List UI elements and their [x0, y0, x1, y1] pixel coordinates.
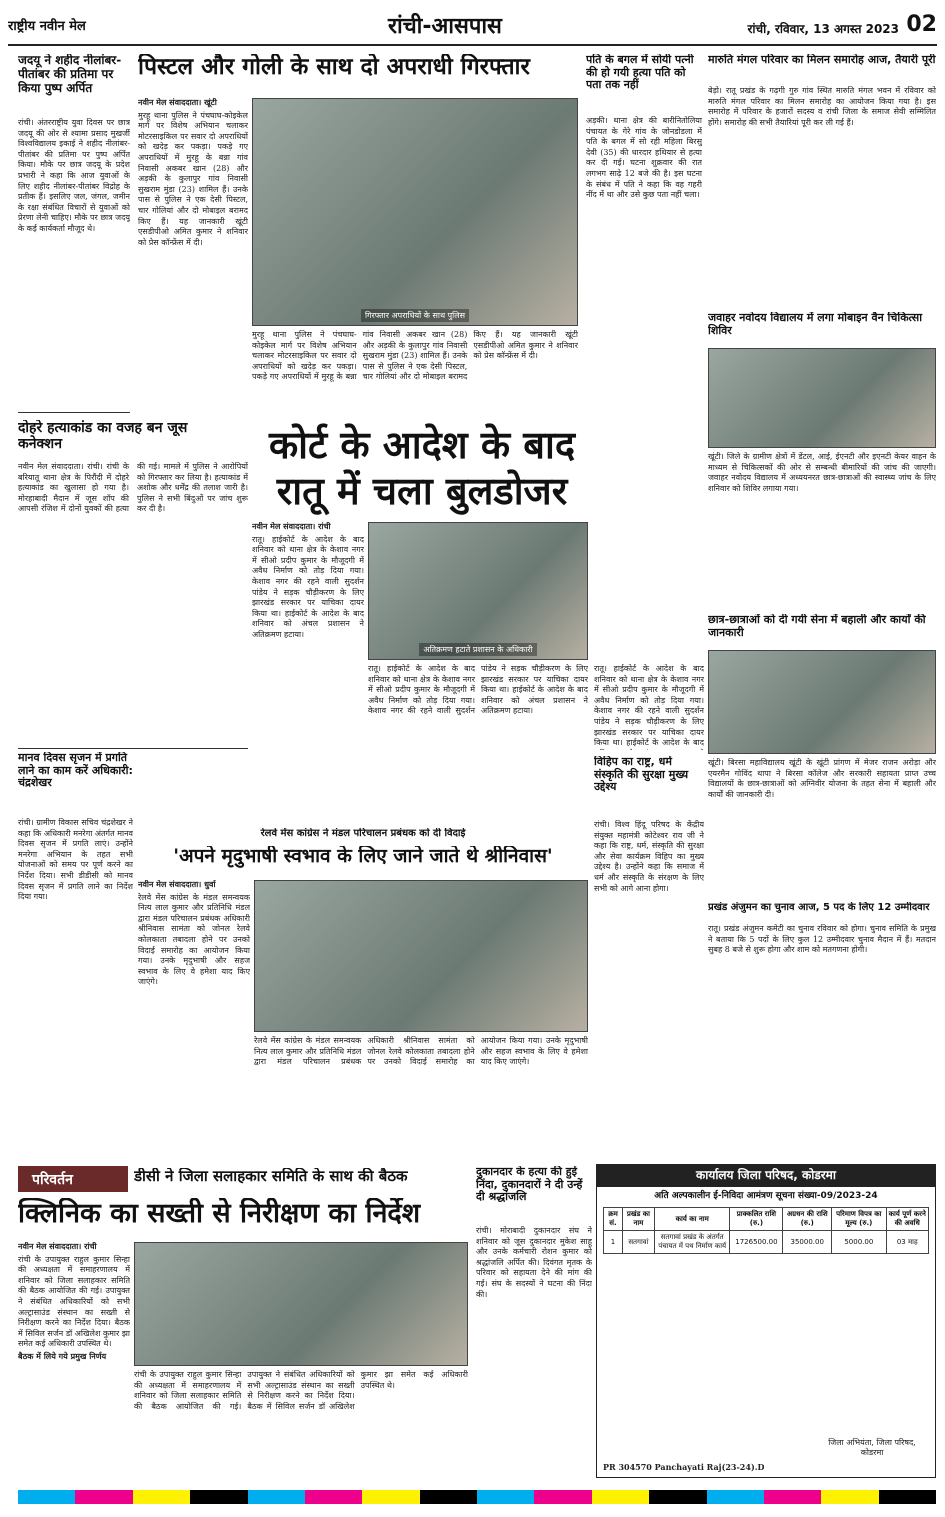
tender-row	[604, 1231, 929, 1254]
side-story-headline: पति के बगल में सोयी पत्नी की हो गयी हत्या पति को पता तक नहीं	[586, 54, 694, 92]
tender-office: कार्यालय जिला परिषद, कोडरमा	[597, 1165, 935, 1187]
clinic-byline: नवीन मेल संवाददाता। रांची	[18, 1242, 97, 1251]
clinic-continued: रांची के उपायुक्त राहुल कुमार सिन्हा की अध्यक्षता में समाहरणालय में शनिवार को जिला सलाहकार समिति की बैठक आयोजित की गई। उपायुक्त ने संबंधित अधिकारियों को सभी अल्ट्रासाउंड संस्थान का सख्ती से निरीक्षण करने का निर्देश दिया। बैठक में सिविल सर्जन डॉ अखिलेश कुमार झा समेत कई अधिकारी उपस्थित थे।	[134, 1370, 468, 1411]
vihip-headline: विहिप का राष्ट्र, धर्म संस्कृति की सुरक्षा मुख्य उद्देश्य	[594, 756, 689, 794]
right-story3-body: खूंटी। बिरसा महाविद्यालय खूंटी के खूंटी प्रांगण में मेजर राजन अरोड़ा और एयरमैन गोविंद थापा ने बिरसा कॉलेज और सरकारी सहायता प्राप्त उच्च विद्यालयों के छात्र-छात्राओं को अग्निवीर योजना के तहत सेना में बहाली और कार्यों की जानकारी दी।	[708, 758, 936, 799]
left-story2-headline: दोहरे हत्याकांड का वजह बन जूस कनेक्शन	[18, 420, 188, 453]
clinic-headline: क्लिनिक का सख्ती से निरीक्षण का निर्देश	[18, 1198, 421, 1229]
tender-title: अति अल्पकालीन ई-निविदा आमंत्रण सूचना संख्या-09/2023-24	[654, 1190, 878, 1201]
bulldozer-headline: कोर्ट के आदेश के बाद रातू में चला बुलडोजर	[268, 423, 576, 513]
dateline: रांची, रविवार, 13 अगस्त 2023	[747, 22, 899, 36]
side-story-body: अड़की। थाना क्षेत्र की बारीनितोलिया पंचायत के गेरे गांव के जोनडोडला में पति के बगल में सो रही महिला बिरसु देवी (35) की धारदार हथियार से हत्या कर दी गई। घटना शुक्रवार की रात लगभग साढ़े 12 बजे की है। इस घटना के संबंध में पति ने कहा कि वह गहरी नींद में था और उसे कुछ पता नहीं चला।	[586, 116, 702, 200]
main-story-text	[138, 98, 248, 410]
bulldozer-byline: नवीन मेल संवाददाता। रांची	[252, 522, 331, 531]
tender-table-wrap	[597, 1205, 935, 1256]
newspaper-logo: राष्ट्रीय नवीन मेल	[8, 19, 86, 34]
tender-header-cell: प्रखंड का नाम	[622, 1208, 654, 1231]
bulldozer-text	[252, 522, 364, 820]
main-story-continued: मुरहू थाना पुलिस ने पंचघाघ-कोइकेल मार्ग पर विशेष अभियान चलाकर मोटरसाइकिल पर सवार दो अपराधियों को खदेड़ कर पकड़ा। पकड़े गए अपराधियों में मुरहू के बन्ना गांव निवासी अकबर खान (28) और अड़की के कुलापुर गांव निवासी सुखराम मुंडा (23) शामिल हैं। उनके पास से पुलिस ने एक देसी पिस्टल, चार गोलियां और दो मोबाइल बरामद किए हैं। यह जानकारी खूंटी एसडीपीओ अमित कुमार ने शनिवार को प्रेस कॉन्फ्रेंस में दी।	[252, 330, 578, 382]
masthead	[8, 8, 937, 46]
bulldozer-continued: रातू। हाईकोर्ट के आदेश के बाद शनिवार को थाना क्षेत्र के केशाव नगर में सीओ प्रदीप कुमार के मौजूदगी में अवैध निर्माण को तोड़ दिया गया। केशाव नगर की रहने वाली सुदर्शन पांडेय ने सड़क चौड़ीकरण के लिए झारखंड सरकार पर याचिका दायर किया था। हाईकोर्ट के आदेश के बाद शनिवार को अंचल प्रशासन ने अतिक्रमण हटाया।	[368, 664, 588, 716]
tender-header-row	[604, 1208, 929, 1231]
left-story3-body: रांची। ग्रामीण विकास सचिव चंद्रशेखर ने कहा कि अधिकारी मनरेगा अंतर्गत मानव दिवस सृजन में प्रगति लाएं। उन्होंने मनरेगा अभियान के तहत सभी योजनाओं को समय पर पूर्ण करने का निर्देश दिया। सभी डीडीसी को मानव दिवस सृजन में प्रगति लाने का निर्देश दिया गया।	[18, 818, 133, 902]
main-story-byline: नवीन मेल संवाददाता। खूंटी	[138, 98, 217, 107]
tender-header-cell: कार्य का नाम	[654, 1208, 730, 1231]
right-story2-headline: जवाहर नवोदय विद्यालय में लगा मोबाइन वैन चिकित्सा शिविर	[708, 312, 923, 337]
right-story2-body: खूंटी। जिले के ग्रामीण क्षेत्रों में डेंटल, आई, ईएनटी और इएनटी केयर वाहन के माध्यम से चिकित्सकों की ओर से सम्बन्धी बीमारियों की जांच की जाएगी। जवाहर नवोदय विद्यालय में अध्ययनरत छात्र-छात्राओं की स्वास्थ्य जांच के लिए शनिवार को शिविर लगाया गया।	[708, 452, 936, 493]
tender-cell: 1726500.00	[730, 1231, 783, 1254]
tender-cell: 03 माह	[886, 1231, 928, 1254]
photo-caption: गिरफ्तार अपराधियों के साथ पुलिस	[361, 309, 469, 322]
tender-header-cell: अग्रधन की राशि (रु.)	[783, 1208, 832, 1231]
railway-text	[138, 880, 250, 1160]
right-story2-photo	[708, 348, 936, 448]
color-registration-bar	[18, 1490, 936, 1504]
right-story4-body: रातू। प्रखंड अंजुमन कमेटी का चुनाव रविवार को होगा। चुनाव समिति के प्रमुख ने बताया कि 5 पदों के लिए कुल 12 उम्मीदवार चुनाव मैदान में हैं। मतदान सुबह 8 बजे से शुरू होगा और शाम को मतगणना होगी।	[708, 924, 936, 955]
railway-photo	[254, 880, 588, 1032]
shop-headline: दुकानदार के हत्या की हुई निंदा, दुकानदारों ने दी उन्हें दी श्रद्धांजलि	[476, 1166, 583, 1204]
bulldozer-caption: अतिक्रमण हटाते प्रशासन के अधिकारी	[419, 643, 536, 656]
railway-continued: रेलवे मेंस कांग्रेस के मंडल समन्वयक नित्य लाल कुमार और प्रतिनिधि मंडल द्वारा मंडल परिचालन प्रबंधक अधिकारी श्रीनिवास सामंता को जोनल रेलवे कोलकाता तबादला होने पर उनको विदाई समारोह का आयोजन किया गया। उनके मृदुभाषी और सहज स्वभाव के लिए वे हमेशा याद किए जाएंगे।	[254, 1036, 588, 1067]
right-story3-photo	[708, 650, 936, 754]
tender-cell: 5000.00	[832, 1231, 886, 1254]
clinic-photo	[134, 1242, 468, 1366]
railway-kicker: रेलवे मेंस कांग्रेस ने मंडल परिचालन प्रबंधक को दी विदाई	[260, 828, 466, 839]
divider	[18, 412, 130, 413]
bulldozer-photo	[368, 522, 588, 660]
shop-body: रांची। मोराबादी दुकानदार संघ ने शनिवार को जूस दुकानदार मुकेश साहू और उनके कर्मचारी रोशन कुमार को श्रद्धांजलि अर्पित की। दिवंगत मृतक के परिवार को सहायता देने की मांग की गई। संघ के सदस्यों ने घटना की निंदा की।	[476, 1226, 592, 1299]
left-story2-body: नवीन मेल संवाददाता। रांची। रांची के बरियातू थाना क्षेत्र के पिरौंदी में दोहरे हत्याकांड का खुलासा हो गया है। मोरहाबादी मैदान में जूस शॉप की आपसी रंजिश में दोनों युवकों की हत्या की गई। मामले में पुलिस ने आरोपियों को गिरफ्तार कर लिया है। हत्याकांड में अशोक और धर्मेंद्र की तलाश जारी है। पुलिस ने सभी बिंदुओं पर जांच शुरू कर दी है।	[18, 462, 248, 514]
tender-table	[603, 1207, 929, 1254]
page-number: 02	[906, 12, 937, 37]
tender-cell: 1	[604, 1231, 623, 1254]
tender-header-cell: परिमाण विपत्र का मूल्य (रु.)	[832, 1208, 886, 1231]
right-story1-headline: मारुति मंगल परिवार का मिलन समारोह आज, तैयारी पूरी	[708, 54, 936, 66]
clinic-text	[18, 1242, 130, 1478]
tender-header-cell: कार्य पूर्ण करने की अवधि	[886, 1208, 928, 1231]
section-tag: परिवर्तन	[18, 1166, 128, 1192]
divider	[18, 748, 248, 749]
tender-header-cell: प्राक्कलित राशि (रु.)	[730, 1208, 783, 1231]
tender-pr-number: PR 304570 Panchayati Raj(23-24).D	[603, 1462, 765, 1473]
right-story1-body: बेड़ो। रातू प्रखंड के गढ़गी गुरु गांव स्थित मारुति मंगल भवन में रविवार को मारुति मंगल परिवार का मिलन समारोह का आयोजन किया गया है। इस समारोह में परिवार के हजारों सदस्य व रांची जिला के समाज सेवी सम्मिलित होंगे। समारोह की सभी तैयारियां पूरी कर ली गई हैं।	[708, 86, 936, 127]
clinic-body: रांची के उपायुक्त राहुल कुमार सिन्हा की अध्यक्षता में समाहरणालय में शनिवार को जिला सलाहकार समिति की बैठक आयोजित की गई। उपायुक्त ने संबंधित अधिकारियों को सभी अल्ट्रासाउंड संस्थान का सख्ती से निरीक्षण करने का निर्देश दिया। बैठक में सिविल सर्जन डॉ अखिलेश कुमार झा समेत कई अधिकारी उपस्थित थे।	[18, 1254, 130, 1349]
railway-byline: नवीन मेल संवाददाता। धुर्वा	[138, 880, 216, 889]
bulldozer-side-text: रातू। हाईकोर्ट के आदेश के बाद शनिवार को थाना क्षेत्र के केशाव नगर में सीओ प्रदीप कुमार के मौजूदगी में अवैध निर्माण को तोड़ दिया गया। केशाव नगर की रहने वाली सुदर्शन पांडेय ने सड़क चौड़ीकरण के लिए झारखंड सरकार पर याचिका दायर किया था। हाईकोर्ट के आदेश के बाद	[594, 664, 704, 748]
main-story-headline: पिस्टल और गोली के साथ दो अपराधी गिरफ्तार	[138, 54, 530, 80]
main-story-photo	[252, 98, 578, 326]
vihip-body: रांची। विश्व हिंदू परिषद के केंद्रीय संयुक्त महामंत्री कोटेश्वर राव जी ने कहा कि राष्ट्र, धर्म, संस्कृति की सुरक्षा और सेवा कार्यक्रम विहिप का मुख्य उद्देश्य है। उन्होंने कहा कि समाज में धर्म और संस्कृति के संरक्षण के लिए सभी को आगे आना होगा।	[594, 820, 704, 893]
left-story1-headline: जदयू ने शहीद नीलांबर-पीतांबर की प्रतिमा पर किया पुष्प अर्पित	[18, 54, 122, 95]
railway-headline: 'अपने मृदुभाषी स्वभाव के लिए जाने जाते थे श्रीनिवास'	[173, 846, 553, 867]
clinic-list-head: बैठक में लिये गये प्रमुख निर्णय	[18, 1351, 107, 1361]
tender-signature: जिला अभियंता, जिला परिषद, कोडरमा	[828, 1437, 916, 1458]
railway-body: रेलवे मेंस कांग्रेस के मंडल समन्वयक नित्य लाल कुमार और प्रतिनिधि मंडल द्वारा मंडल परिचालन प्रबंधक अधिकारी श्रीनिवास सामंता को जोनल रेलवे कोलकाता तबादला होने पर उनको विदाई समारोह का आयोजन किया गया। उनके मृदुभाषी और सहज स्वभाव के लिए वे हमेशा याद किए जाएंगे।	[138, 892, 250, 987]
tender-notice	[596, 1164, 936, 1478]
left-story1-body: रांची। अंतरराष्ट्रीय युवा दिवस पर छात्र जदयू की ओर से श्यामा प्रसाद मुखर्जी विश्वविद्यालय इकाई ने शहीद नीलांबर-पीतांबर की प्रतिमा पर पुष्प अर्पित किया। मौके पर छात्र जदयू के प्रदेश प्रभारी ने कहा कि आज युवाओं के लिए शहीद नीलांबर-पीतांबर विद्रोह के प्रतीक हैं। इसलिए जल, जंगल, जमीन के रक्षा संबंधित विचारों से युवाओं को प्रेरणा लेनी चाहिए। मौके पर छात्र जदयू के कई कार्यकर्ता मौजूद थे।	[18, 118, 130, 233]
right-story3-headline: छात्र-छात्राओं को दी गयी सेना में बहाली और कार्यों की जानकारी	[708, 614, 926, 639]
tender-header-cell: क्रम सं.	[604, 1208, 623, 1231]
bulldozer-body: रातू। हाईकोर्ट के आदेश के बाद शनिवार को थाना क्षेत्र के केशाव नगर में सीओ प्रदीप कुमार के मौजूदगी में अवैध निर्माण को तोड़ दिया गया। केशाव नगर की रहने वाली सुदर्शन पांडेय ने सड़क चौड़ीकरण के लिए झारखंड सरकार पर याचिका दायर किया था। हाईकोर्ट के आदेश के बाद शनिवार को अंचल प्रशासन ने अतिक्रमण हटाया।	[252, 534, 364, 639]
main-story-body: मुरहू थाना पुलिस ने पंचघाघ-कोइकेल मार्ग पर विशेष अभियान चलाकर मोटरसाइकिल पर सवार दो अपराधियों को खदेड़ कर पकड़ा। पकड़े गए अपराधियों में मुरहू के बन्ना गांव निवासी अकबर खान (28) और अड़की के कुलापुर गांव निवासी सुखराम मुंडा (23) शामिल हैं। उनके पास से पुलिस ने एक देसी पिस्टल, चार गोलियां और दो मोबाइल बरामद किए हैं। यह जानकारी खूंटी एसडीपीओ अमित कुमार ने शनिवार को प्रेस कॉन्फ्रेंस में दी।	[138, 110, 248, 247]
left-story3-headline: मानव दिवस सृजन में प्रगति लाने का काम करें अधिकारी: चंद्रशेखर	[18, 752, 133, 790]
tender-cell: सतगावां प्रखंड के अंतर्गत पंचायत में पथ निर्माण कार्य	[654, 1231, 730, 1254]
tender-cell: 35000.00	[783, 1231, 832, 1254]
section-title: रांची-आसपास	[388, 14, 502, 39]
right-story4-headline: प्रखंड अंजुमन का चुनाव आज, 5 पद के लिए 12 उम्मीदवार	[708, 902, 930, 913]
clinic-kicker: डीसी ने जिला सलाहकार समिति के साथ की बैठक	[134, 1168, 408, 1185]
tender-cell: सतगावां	[622, 1231, 654, 1254]
